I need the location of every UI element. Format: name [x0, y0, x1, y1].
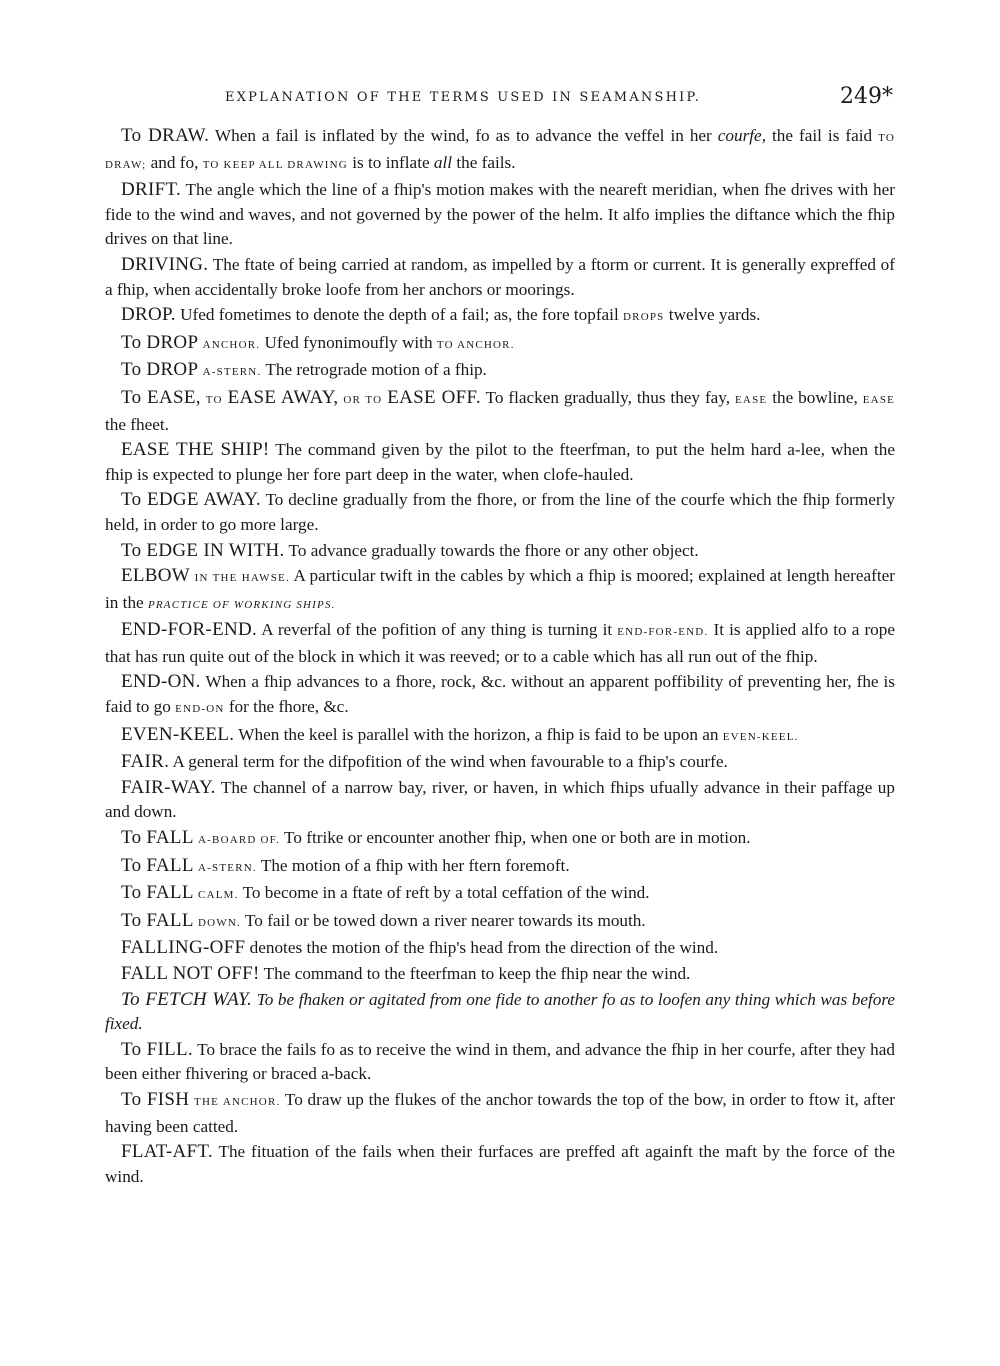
entry-end-on: END-ON. When a fhip advances to a fhore, rock, &c. without an apparent poffibility of preventing her, fhe is faid to go END-ON for the fhore, &c.: [105, 671, 895, 717]
entry-fish-the-anchor: To FISH THE ANCHOR. To draw up the flukes of the anchor towards the top of the bow, in order to ftow it, after having been catted.: [105, 1088, 896, 1136]
entry-end-for-end: END-FOR-END. A reverfal of the pofition of any thing is turning it END-FOR-END. It is applied alfo to a rope that has run quite out of the block in which it was reeved; or to a cable which has all run out of the fhip.: [105, 619, 895, 666]
entry-term: To FISH: [121, 1088, 190, 1110]
entry-fall-calm: To FALL CALM. To become in a ftate of reft by a total ceffation of the wind.: [121, 882, 650, 904]
entry-fall-aboard-of: To FALL A-BOARD OF. To ftrike or encounter another fhip, when one or both are in motion.: [121, 827, 751, 849]
entry-term: DRIFT.: [121, 179, 182, 201]
entry-term: END-ON.: [121, 671, 201, 693]
entry-drop: DROP. Ufed fometimes to denote the depth of a fail; as, the fore topfail DROPS twelve yards.: [121, 304, 761, 326]
entry-falling-off: FALLING-OFF denotes the motion of the fhip's head from the direction of the wind.: [121, 937, 719, 959]
entry-term: DRIVING.: [121, 253, 209, 275]
entry-driving: DRIVING. The ftate of being carried at random, as impelled by a ftorm or current. It is generally expreffed of a fhip, when accidentally broke loofe from her anchors or moorings.: [105, 253, 895, 299]
entry-term: FAIR-WAY.: [121, 776, 216, 798]
page-number: 249*: [840, 84, 893, 109]
entry-elbow: ELBOW IN THE HAWSE. A particular twift in the cables by which a fhip is moored; explained at length hereafter in the PRACTICE OF WORKING SHIPS.: [105, 565, 896, 612]
entry-term: ELBOW: [121, 565, 191, 587]
entry-fill: To FILL. To brace the fails fo as to receive the wind in them, and advance the fhip in her courfe, after they had been either fhivering or braced a-back.: [105, 1038, 895, 1084]
entry-term: To DROP: [121, 359, 199, 381]
entry-term: To FALL: [121, 854, 194, 876]
entry-term: FALL NOT OFF!: [121, 963, 260, 984]
entry-term: To FETCH WAY.: [121, 988, 253, 1010]
entry-draw: To DRAW. When a fail is inflated by the wind, fo as to advance the veffel in her courfe, the fail is faid TO DRAW; and fo, TO KEEP ALL DRAWING is to inflate all the fails.: [105, 125, 895, 172]
entry-term: EVEN-KEEL.: [121, 723, 235, 745]
entry-drop-anchor: To DROP ANCHOR. Ufed fynonimoufly with TO ANCHOR.: [121, 331, 515, 353]
entry-even-keel: EVEN-KEEL. When the keel is parallel with the horizon, a fhip is faid to be upon an EVEN-KEEL.: [121, 723, 799, 745]
entry-fall-down: To FALL DOWN. To fail or be towed down a river nearer towards its mouth.: [121, 909, 646, 931]
entry-term: To FALL: [121, 827, 194, 849]
entry-term: To FALL: [121, 882, 194, 904]
running-title: EXPLANATION OF THE TERMS USED IN SEAMANSHIP.: [225, 90, 702, 105]
entry-term: FALLING-OFF: [121, 937, 246, 959]
entry-fetch-way: To FETCH WAY. To be fhaken or agitated from one fide to another fo as to loofen any thing which was before fixed.: [105, 988, 896, 1034]
entry-term: To DRAW.: [121, 125, 210, 146]
entry-term: EASE THE SHIP!: [121, 439, 270, 461]
entry-edge-away: To EDGE AWAY. To decline gradually from the fhore, or from the line of the courfe which the fhip formerly held, in order to go more large.: [105, 489, 895, 534]
entry-term: To EDGE AWAY.: [121, 489, 261, 511]
entry-term: To EDGE IN WITH.: [121, 539, 285, 561]
entry-term: DROP.: [121, 304, 176, 326]
entry-fair: FAIR. A general term for the difpofition of the wind when favourable to a fhip's courfe.: [121, 751, 728, 773]
entry-fair-way: FAIR-WAY. The channel of a narrow bay, river, or haven, in which fhips ufually advance in their paffage up and down.: [105, 776, 895, 822]
entry-drop-astern: To DROP A-STERN. The retrograde motion of a fhip.: [121, 359, 487, 381]
entry-drift: DRIFT. The angle which the line of a fhip's motion makes with the neareft meridian, when fhe drives with her fide to the wind and waves, and not governed by the power of the helm. It alfo implies the diftance which the fhip drives on that line.: [105, 179, 895, 249]
entry-ease-the-ship: EASE THE SHIP! The command given by the pilot to the fteerfman, to put the helm hard a-lee, when the fhip is expected to plunge her fore part deep in the water, when clofe-hauled.: [105, 439, 895, 484]
entry-fall-not-off: FALL NOT OFF! The command to the fteerfman to keep the fhip near the wind.: [121, 963, 691, 984]
entry-term: To EASE,: [121, 386, 201, 408]
glossary-body: [105, 124, 895, 1190]
entry-term: To DROP: [121, 331, 199, 353]
entry-flat-aft: FLAT-AFT. The fituation of the fails when their furfaces are preffed aft againft the maft by the force of the wind.: [105, 1141, 895, 1186]
entry-fall-astern: To FALL A-STERN. The motion of a fhip with her ftern foremoft.: [121, 854, 570, 876]
entry-term: FLAT-AFT.: [121, 1141, 213, 1163]
entry-ease: To EASE, TO EASE AWAY, OR TO EASE OFF. To flacken gradually, thus they fay, EASE the bowline, EASE the fheet.: [105, 386, 896, 434]
entry-term: FAIR.: [121, 751, 170, 773]
entry-edge-in-with: To EDGE IN WITH. To advance gradually towards the fhore or any other object.: [121, 539, 699, 561]
entry-term: To FILL.: [121, 1038, 193, 1060]
entry-term: END-FOR-END.: [121, 619, 258, 641]
entry-term: To FALL: [121, 909, 194, 931]
